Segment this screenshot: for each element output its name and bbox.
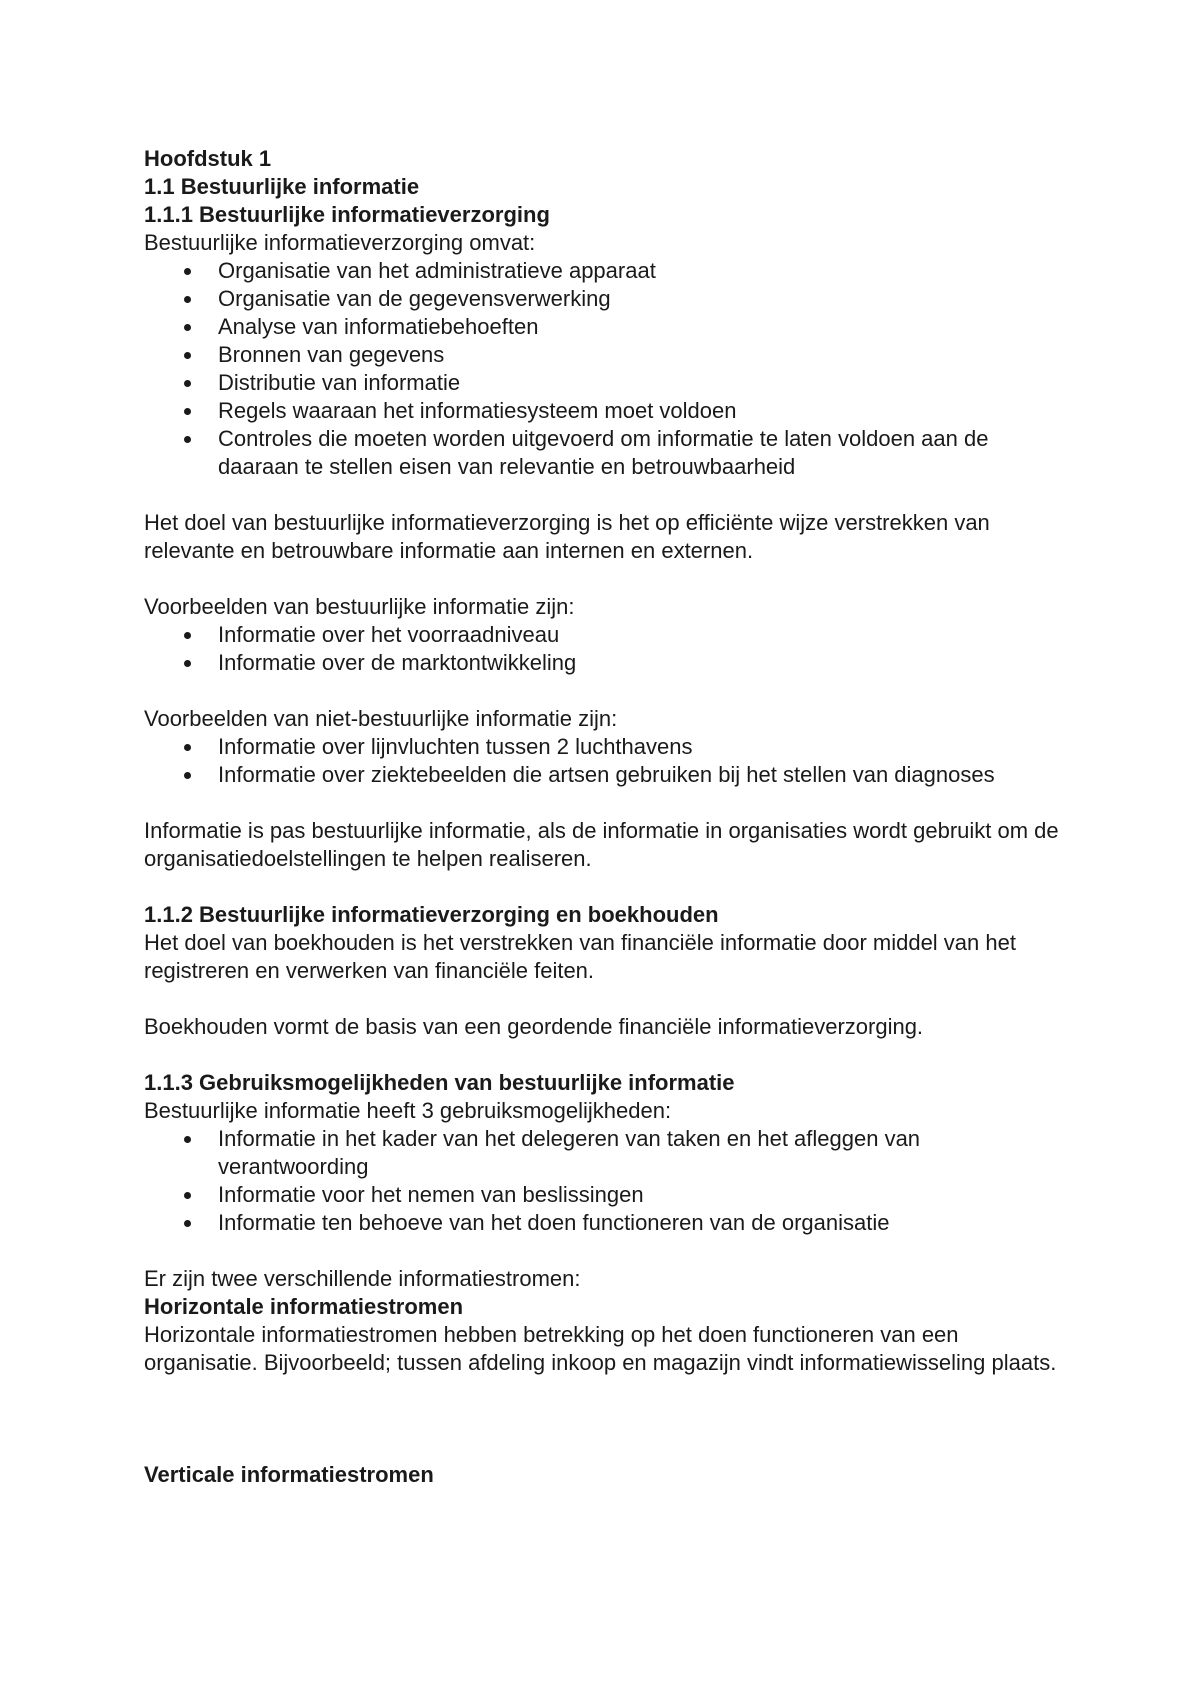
list-item: Informatie ten behoeve van het doen functioneren van de organisatie	[144, 1209, 1074, 1237]
paragraph-examples-intro: Voorbeelden van bestuurlijke informatie zijn:	[144, 594, 575, 619]
section-heading-1-1-3: 1.1.3 Gebruiksmogelijkheden van bestuurlijke informatie	[144, 1070, 735, 1095]
list-item: Controles die moeten worden uitgevoerd om informatie te laten voldoen aan de daaraan te stellen eisen van relevantie en betrouwbaarheid	[144, 425, 1074, 481]
list-item: Organisatie van het administratieve apparaat	[144, 257, 1074, 285]
paragraph-conclusion: Informatie is pas bestuurlijke informatie, als de informatie in organisaties wordt gebruikt om de organisatiedoelstellingen te helpen realiseren.	[144, 818, 1059, 871]
bullet-list-examples	[144, 621, 1074, 677]
bullet-list-omvat	[144, 257, 1074, 481]
list-item: Informatie over ziektebeelden die artsen gebruiken bij het stellen van diagnoses	[144, 761, 1074, 789]
paragraph-intro: Bestuurlijke informatieverzorging omvat:	[144, 230, 536, 255]
bullet-list-non-examples	[144, 733, 1074, 789]
paragraph-streams-intro: Er zijn twee verschillende informatiestromen:	[144, 1266, 581, 1291]
paragraph-gebruik-intro: Bestuurlijke informatie heeft 3 gebruiksmogelijkheden:	[144, 1098, 672, 1123]
list-item: Regels waaraan het informatiesysteem moet voldoen	[144, 397, 1074, 425]
paragraph-boekhouden-basis: Boekhouden vormt de basis van een geordende financiële informatieverzorging.	[144, 1014, 924, 1039]
paragraph-horizontal: Horizontale informatiestromen hebben betrekking op het doen functioneren van een organisatie. Bijvoorbeeld; tussen afdeling inkoop en magazijn vindt informatiewisseling plaats.	[144, 1322, 1057, 1375]
section-heading-1-1-2: 1.1.2 Bestuurlijke informatieverzorging en boekhouden	[144, 902, 719, 927]
paragraph-boekhouden-doel: Het doel van boekhouden is het verstrekken van financiële informatie door middel van het registreren en verwerken van financiële feiten.	[144, 930, 1016, 983]
list-item: Informatie voor het nemen van beslissingen	[144, 1181, 1074, 1209]
list-item: Informatie over lijnvluchten tussen 2 luchthavens	[144, 733, 1074, 761]
paragraph-doel: Het doel van bestuurlijke informatieverzorging is het op efficiënte wijze verstrekken van relevante en betrouwbare informatie aan internen en externen.	[144, 510, 990, 563]
list-item: Organisatie van de gegevensverwerking	[144, 285, 1074, 313]
list-item: Informatie in het kader van het delegeren van taken en het afleggen van verantwoording	[144, 1125, 1074, 1181]
list-item: Informatie over de marktontwikkeling	[144, 649, 1074, 677]
document-page	[144, 145, 1074, 1489]
paragraph-non-examples-intro: Voorbeelden van niet-bestuurlijke informatie zijn:	[144, 706, 618, 731]
section-heading-1-1: 1.1 Bestuurlijke informatie	[144, 174, 420, 199]
list-item: Informatie over het voorraadniveau	[144, 621, 1074, 649]
bullet-list-gebruik	[144, 1125, 1074, 1237]
list-item: Distributie van informatie	[144, 369, 1074, 397]
list-item: Bronnen van gegevens	[144, 341, 1074, 369]
list-item: Analyse van informatiebehoeften	[144, 313, 1074, 341]
subheading-vertical: Verticale informatiestromen	[144, 1462, 434, 1487]
section-heading-1-1-1: 1.1.1 Bestuurlijke informatieverzorging	[144, 202, 550, 227]
subheading-horizontal: Horizontale informatiestromen	[144, 1294, 464, 1319]
chapter-title: Hoofdstuk 1	[144, 146, 272, 171]
